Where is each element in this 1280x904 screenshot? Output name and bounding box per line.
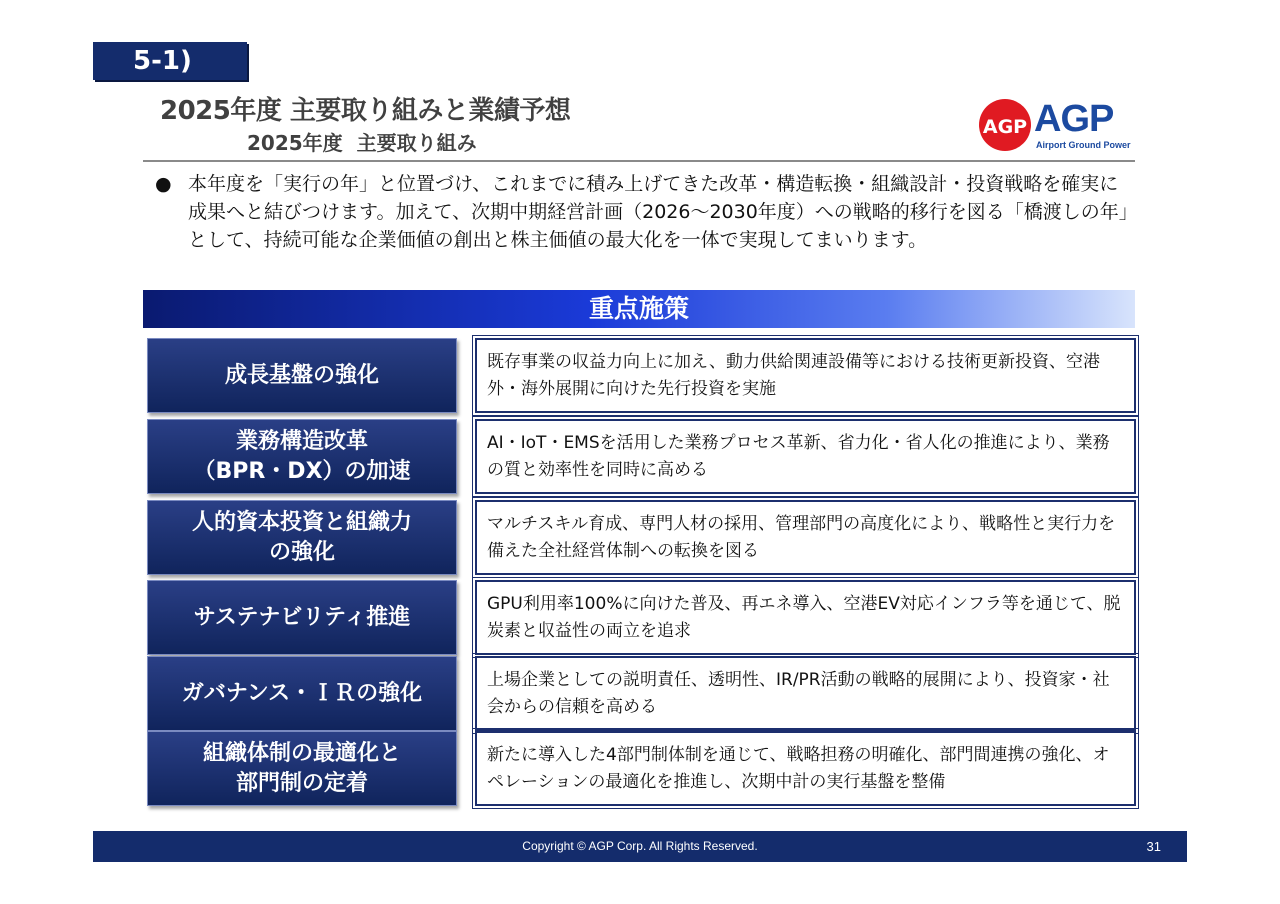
measure-row xyxy=(147,580,1137,655)
measure-row xyxy=(147,500,1137,575)
measure-row xyxy=(147,656,1137,731)
page-number: 31 xyxy=(1146,839,1161,854)
measure-label: 成長基盤の強化 xyxy=(147,338,457,413)
measure-label: 人的資本投資と組織力 の強化 xyxy=(147,500,457,575)
measure-description: マルチスキル育成、専門人材の採用、管理部門の高度化により、戦略性と実行力を備えた全社経営体制への転換を図る xyxy=(475,500,1136,575)
measure-description: 既存事業の収益力向上に加え、動力供給関連設備等における技術更新投資、空港外・海外展開に向けた先行投資を実施 xyxy=(475,338,1136,413)
footer-copyright: Copyright © AGP Corp. All Rights Reserved. xyxy=(522,839,758,853)
measure-label: 業務構造改革 （BPR・DX）の加速 xyxy=(147,419,457,494)
key-measures-banner xyxy=(143,290,1135,328)
intro-text: 本年度を「実行の年」と位置づけ、これまでに積み上げてきた改革・構造転換・組織設計・投資戦略を確実に成果へと結びつけます。加えて、次期中期経営計画（2026～2030年度）への戦略的移行を図る「橋渡しの年」として、持続可能な企業価値の創出と株主価値の最大化を一体で実現してまいります。 xyxy=(188,173,1129,251)
header-divider xyxy=(143,160,1135,162)
measure-description: AI・IoT・EMSを活用した業務プロセス革新、省力化・省人化の推進により、業務の質と効率性を同時に高める xyxy=(475,419,1136,494)
bullet-icon: ● xyxy=(155,173,172,195)
measure-label: ガバナンス・ＩＲの強化 xyxy=(147,656,457,731)
measure-label: 組織体制の最適化と 部門制の定着 xyxy=(147,731,457,806)
agp-logo-mark-icon xyxy=(978,98,1032,152)
section-number-badge: 5-1) xyxy=(93,42,247,80)
measure-label: サステナビリティ推進 xyxy=(147,580,457,655)
measure-description: 新たに導入した4部門制体制を通じて、戦略担務の明確化、部門間連携の強化、オペレーションの最適化を推進し、次期中計の実行基盤を整備 xyxy=(475,731,1136,806)
banner-label: 重点施策 xyxy=(588,294,689,323)
measure-description: GPU利用率100%に向けた普及、再エネ導入、空港EV対応インフラ等を通じて、脱炭素と収益性の両立を追求 xyxy=(475,580,1136,655)
intro-paragraph xyxy=(155,170,1135,254)
agp-tagline: Airport Ground Power xyxy=(1036,140,1131,150)
measure-row xyxy=(147,731,1137,806)
agp-wordmark: AGP xyxy=(1034,98,1114,140)
page-title: 2025年度 主要取り組みと業績予想 xyxy=(160,96,571,126)
subtitle-year: 2025年度 xyxy=(247,131,343,155)
measure-description: 上場企業としての説明責任、透明性、IR/PR活動の戦略的展開により、投資家・社会からの信頼を高める xyxy=(475,656,1136,731)
subtitle-topic: 主要取り組み xyxy=(356,131,477,155)
page-subtitle xyxy=(247,127,477,156)
footer-bar xyxy=(93,831,1187,862)
svg-text:AGP: AGP xyxy=(982,116,1028,138)
agp-logo xyxy=(978,96,1138,154)
measure-row xyxy=(147,419,1137,494)
measure-row xyxy=(147,338,1137,413)
